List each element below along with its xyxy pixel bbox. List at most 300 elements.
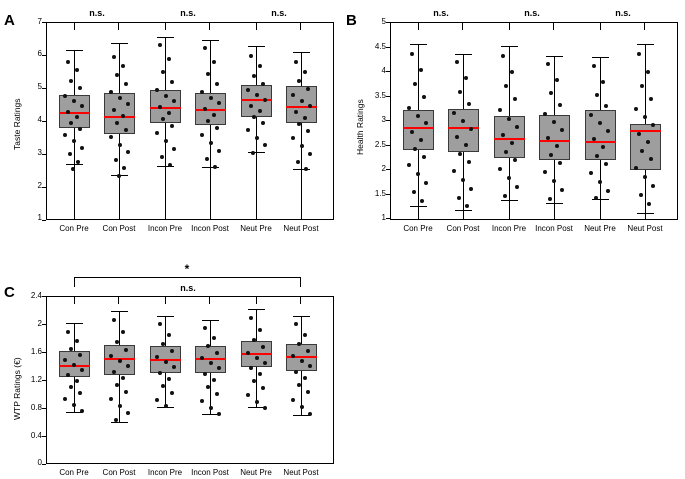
data-point — [410, 52, 414, 56]
panel-c-xtick-incon-pre: Incon Pre — [147, 468, 183, 477]
data-point — [167, 111, 171, 115]
data-point — [249, 54, 253, 58]
panel-b-median-con-pre — [403, 127, 434, 129]
panel-b-box-incon-pre — [494, 116, 525, 158]
data-point — [164, 139, 168, 143]
panel-c-xtick-incon-post: Incon Post — [191, 468, 229, 477]
panel-b-ytick-5: 5 — [381, 17, 386, 26]
data-point — [306, 390, 310, 394]
data-point — [501, 54, 505, 58]
data-point — [164, 94, 168, 98]
data-point — [255, 356, 259, 360]
panel-a-ytick-1: 1 — [37, 213, 42, 222]
panel-a-whisker-cap — [111, 43, 128, 44]
data-point — [172, 147, 176, 151]
data-point — [263, 406, 267, 410]
panel-b-whisker-cap — [410, 206, 427, 207]
data-point — [464, 143, 468, 147]
panel-b-xtick-con-pre: Con Pre — [403, 224, 433, 233]
data-point — [155, 398, 159, 402]
data-point — [78, 353, 82, 357]
panel-c-ytick-0.8: 0.8 — [30, 403, 42, 412]
data-point — [410, 130, 414, 134]
data-point — [215, 126, 219, 130]
panel-c-ytickmark — [42, 352, 46, 353]
data-point — [212, 60, 216, 64]
data-point — [649, 157, 653, 161]
data-point — [498, 167, 502, 171]
panel-a-xtick-neut-post: Neut Post — [283, 224, 319, 233]
data-point — [513, 97, 517, 101]
data-point — [215, 82, 219, 86]
panel-b-ytick-3: 3 — [381, 115, 386, 124]
panel-c-whisker-cap — [248, 309, 265, 310]
data-point — [592, 64, 596, 68]
data-point — [308, 412, 312, 416]
data-point — [640, 149, 644, 153]
panel-b-median-neut-post — [630, 130, 661, 132]
panel-a-whisker-cap — [66, 164, 83, 165]
data-point — [66, 60, 70, 64]
data-point — [510, 70, 514, 74]
panel-b-ytickmark — [386, 120, 390, 121]
panel-b-ytickmark — [386, 218, 390, 219]
data-point — [170, 124, 174, 128]
panel-c-ytickmark — [42, 408, 46, 409]
data-point — [66, 330, 70, 334]
data-point — [308, 104, 312, 108]
data-point — [115, 383, 119, 387]
data-point — [452, 169, 456, 173]
data-point — [413, 82, 417, 86]
data-point — [217, 366, 221, 370]
data-point — [504, 150, 508, 154]
data-point — [469, 127, 473, 131]
data-point — [72, 363, 76, 367]
data-point — [124, 390, 128, 394]
data-point — [300, 144, 304, 148]
panel-a-box-neut-post — [286, 86, 317, 123]
panel-c-sig-label-ns: n.s. — [180, 283, 196, 293]
data-point — [543, 170, 547, 174]
data-point — [205, 157, 209, 161]
panel-b-ylabel: Health Ratings — [355, 99, 365, 155]
data-point — [112, 108, 116, 112]
panel-c-ytickmark — [42, 296, 46, 297]
panel-b-ytick-2.5: 2.5 — [374, 140, 386, 149]
data-point — [552, 120, 556, 124]
data-point — [126, 102, 130, 106]
data-point — [464, 76, 468, 80]
data-point — [200, 90, 204, 94]
data-point — [212, 113, 216, 117]
panel-b-ytickmark — [386, 145, 390, 146]
panel-b-ytickmark — [386, 22, 390, 23]
data-point — [294, 110, 298, 114]
data-point — [209, 141, 213, 145]
panel-b-median-con-post — [448, 127, 479, 129]
data-point — [507, 176, 511, 180]
data-point — [424, 181, 428, 185]
panel-a-ytickmark — [42, 22, 46, 23]
panel-b-sig-bar-3 — [600, 22, 645, 30]
panel-a-whisker — [210, 40, 211, 220]
data-point — [555, 78, 559, 82]
panel-b-whisker-cap — [637, 44, 654, 45]
panel-c-sig-bar-1 — [74, 296, 119, 304]
data-point — [124, 348, 128, 352]
data-point — [158, 322, 162, 326]
data-point — [424, 121, 428, 125]
data-point — [510, 141, 514, 145]
panel-b-ytickmark — [386, 194, 390, 195]
data-point — [172, 365, 176, 369]
data-point — [246, 88, 250, 92]
data-point — [115, 121, 119, 125]
data-point — [503, 194, 507, 198]
data-point — [158, 105, 162, 109]
data-point — [498, 108, 502, 112]
data-point — [647, 202, 651, 206]
data-point — [206, 72, 210, 76]
panel-a-median-neut-pre — [241, 99, 272, 101]
data-point — [215, 351, 219, 355]
data-point — [606, 129, 610, 133]
data-point — [461, 178, 465, 182]
data-point — [548, 197, 552, 201]
data-point — [651, 184, 655, 188]
panel-c-xtick-neut-post: Neut Post — [283, 468, 319, 477]
panel-a-median-neut-post — [286, 106, 317, 108]
panel-a-xtick-incon-pre: Incon Pre — [147, 224, 183, 233]
panel-a-median-con-post — [104, 116, 135, 118]
data-point — [294, 370, 298, 374]
data-point — [407, 163, 411, 167]
data-point — [643, 175, 647, 179]
data-point — [543, 112, 547, 116]
data-point — [161, 384, 165, 388]
panel-c-whisker-cap — [202, 320, 219, 321]
data-point — [416, 114, 420, 118]
data-point — [209, 406, 213, 410]
data-point — [112, 318, 116, 322]
data-point — [595, 154, 599, 158]
panel-c-whisker-cap — [66, 323, 83, 324]
data-point — [249, 104, 253, 108]
data-point — [300, 405, 304, 409]
data-point — [69, 121, 73, 125]
data-point — [203, 372, 207, 376]
panel-c-ylabel: WTP Ratings (€) — [12, 357, 22, 420]
panel-b-whisker-cap — [637, 213, 654, 214]
panel-b-whisker-cap — [410, 44, 427, 45]
panel-a-ytick-2: 2 — [37, 181, 42, 190]
panel-b-median-incon-pre — [494, 138, 525, 140]
panel-c-whisker-cap — [111, 422, 128, 423]
data-point — [80, 368, 84, 372]
data-point — [592, 137, 596, 141]
panel-c-ytickmark — [42, 324, 46, 325]
data-point — [126, 364, 130, 368]
data-point — [170, 80, 174, 84]
panel-b-ytick-4.5: 4.5 — [374, 42, 386, 51]
data-point — [258, 109, 262, 113]
data-point — [155, 355, 159, 359]
data-point — [217, 149, 221, 153]
data-point — [646, 70, 650, 74]
panel-a-sig-label-3: n.s. — [271, 8, 287, 18]
data-point — [422, 95, 426, 99]
data-point — [78, 391, 82, 395]
data-point — [300, 359, 304, 363]
data-point — [308, 364, 312, 368]
panel-a-sig-bar-2 — [165, 22, 210, 30]
data-point — [649, 97, 653, 101]
data-point — [122, 166, 126, 170]
panel-c-plot — [46, 296, 334, 464]
panel-c-whisker-cap — [293, 316, 310, 317]
panel-b-whisker-cap — [455, 210, 472, 211]
data-point — [68, 152, 72, 156]
data-point — [126, 411, 130, 415]
data-point — [251, 151, 255, 155]
data-point — [308, 152, 312, 156]
data-point — [118, 404, 122, 408]
data-point — [63, 397, 67, 401]
panel-a-whisker — [165, 37, 166, 220]
data-point — [121, 114, 125, 118]
data-point — [515, 125, 519, 129]
panel-b-xtick-incon-pre: Incon Pre — [491, 224, 527, 233]
data-point — [72, 139, 76, 143]
data-point — [558, 103, 562, 107]
data-point — [552, 179, 556, 183]
panel-c-whisker-cap — [157, 316, 174, 317]
panel-a-whisker-cap — [66, 50, 83, 51]
data-point — [69, 347, 73, 351]
data-point — [212, 378, 216, 382]
data-point — [109, 135, 113, 139]
data-point — [121, 64, 125, 68]
data-point — [76, 160, 80, 164]
panel-a-sig-bar-3 — [256, 22, 301, 30]
panel-a-whisker-cap — [202, 40, 219, 41]
panel-b-ytickmark — [386, 96, 390, 97]
panel-a-sig-bar-1 — [74, 22, 119, 30]
data-point — [217, 412, 221, 416]
panel-a-ytick-5: 5 — [37, 82, 42, 91]
data-point — [560, 188, 564, 192]
data-point — [69, 79, 73, 83]
data-point — [252, 379, 256, 383]
data-point — [263, 361, 267, 365]
panel-c-sig-bar-3 — [256, 296, 301, 304]
data-point — [419, 68, 423, 72]
data-point — [167, 333, 171, 337]
data-point — [304, 167, 308, 171]
data-point — [458, 152, 462, 156]
data-point — [258, 64, 262, 68]
data-point — [297, 383, 301, 387]
data-point — [66, 373, 70, 377]
data-point — [634, 166, 638, 170]
data-point — [255, 93, 259, 97]
data-point — [200, 356, 204, 360]
data-point — [206, 385, 210, 389]
panel-b-whisker-cap — [455, 54, 472, 55]
data-point — [303, 376, 307, 380]
data-point — [558, 161, 562, 165]
data-point — [261, 121, 265, 125]
panel-c-xtick-con-post: Con Post — [102, 468, 136, 477]
data-point — [203, 46, 207, 50]
data-point — [155, 131, 159, 135]
panel-c-ytick-1.6: 1.6 — [30, 347, 42, 356]
panel-c-ytick-2.4: 2.4 — [30, 291, 42, 300]
data-point — [598, 180, 602, 184]
panel-b-xtick-neut-pre: Neut Pre — [584, 224, 616, 233]
data-point — [549, 153, 553, 157]
data-point — [513, 158, 517, 162]
panel-c-sig-label-star: * — [184, 262, 190, 276]
data-point — [255, 400, 259, 404]
data-point — [555, 144, 559, 148]
data-point — [78, 127, 82, 131]
data-point — [457, 196, 461, 200]
panel-c-whisker-cap — [111, 311, 128, 312]
data-point — [300, 99, 304, 103]
data-point — [643, 115, 647, 119]
panel-a-xtick-neut-pre: Neut Pre — [240, 224, 272, 233]
data-point — [261, 82, 265, 86]
panel-b-whisker-cap — [546, 56, 563, 57]
panel-b-whisker-cap — [501, 46, 518, 47]
data-point — [200, 133, 204, 137]
data-point — [252, 74, 256, 78]
data-point — [263, 98, 267, 102]
data-point — [69, 385, 73, 389]
data-point — [80, 409, 84, 413]
data-point — [158, 371, 162, 375]
panel-b-ytick-2: 2 — [381, 164, 386, 173]
data-point — [634, 107, 638, 111]
data-point — [297, 122, 301, 126]
panel-a-sig-label-1: n.s. — [89, 8, 105, 18]
panel-b-ytickmark — [386, 47, 390, 48]
panel-b-sig-label-2: n.s. — [524, 8, 540, 18]
data-point — [465, 204, 469, 208]
data-point — [117, 174, 121, 178]
panel-b-sig-label-3: n.s. — [615, 8, 631, 18]
data-point — [422, 155, 426, 159]
panel-a-whisker-cap — [293, 52, 310, 53]
panel-a-ytickmark — [42, 88, 46, 89]
panel-c-sig-bar-2 — [165, 296, 210, 304]
data-point — [109, 354, 113, 358]
panel-b-ytick-1.5: 1.5 — [374, 189, 386, 198]
data-point — [80, 104, 84, 108]
data-point — [294, 60, 298, 64]
data-point — [121, 330, 125, 334]
data-point — [291, 398, 295, 402]
data-point — [80, 146, 84, 150]
data-point — [203, 107, 207, 111]
data-point — [258, 328, 262, 332]
data-point — [124, 82, 128, 86]
data-point — [206, 344, 210, 348]
data-point — [412, 190, 416, 194]
data-point — [291, 354, 295, 358]
data-point — [255, 136, 259, 140]
data-point — [303, 116, 307, 120]
data-point — [63, 94, 67, 98]
data-point — [263, 143, 267, 147]
data-point — [158, 43, 162, 47]
data-point — [112, 55, 116, 59]
data-point — [75, 339, 79, 343]
panel-a-ytickmark — [42, 121, 46, 122]
panel-c-ytickmark — [42, 436, 46, 437]
panel-b-whisker-cap — [546, 203, 563, 204]
panel-a-median-incon-post — [195, 109, 226, 111]
data-point — [504, 84, 508, 88]
data-point — [297, 79, 301, 83]
panel-c-ytick-1.2: 1.2 — [30, 375, 42, 384]
data-point — [63, 358, 67, 362]
panel-c-xtick-neut-pre: Neut Pre — [240, 468, 272, 477]
data-point — [170, 391, 174, 395]
data-point — [416, 172, 420, 176]
data-point — [213, 165, 217, 169]
panel-letter-a: A — [4, 12, 15, 29]
data-point — [170, 349, 174, 353]
data-point — [291, 136, 295, 140]
panel-a-ylabel: Taste Ratings — [12, 98, 22, 150]
data-point — [546, 136, 550, 140]
data-point — [75, 68, 79, 72]
data-point — [461, 119, 465, 123]
data-point — [72, 99, 76, 103]
data-point — [303, 70, 307, 74]
panel-b-xtick-incon-post: Incon Post — [535, 224, 573, 233]
panel-c-xtick-con-pre: Con Pre — [59, 468, 89, 477]
panel-c-ytick-2: 2 — [37, 319, 42, 328]
data-point — [595, 93, 599, 97]
panel-c-ytickmark — [42, 380, 46, 381]
data-point — [114, 418, 118, 422]
panel-a-whisker — [256, 46, 257, 220]
data-point — [420, 199, 424, 203]
data-point — [75, 115, 79, 119]
data-point — [167, 377, 171, 381]
panel-a-ytick-6: 6 — [37, 49, 42, 58]
data-point — [126, 150, 130, 154]
data-point — [78, 86, 82, 90]
data-point — [246, 393, 250, 397]
data-point — [606, 189, 610, 193]
data-point — [458, 90, 462, 94]
data-point — [604, 104, 608, 108]
data-point — [206, 119, 210, 123]
data-point — [209, 361, 213, 365]
data-point — [452, 111, 456, 115]
data-point — [71, 167, 75, 171]
panel-a-ytick-3: 3 — [37, 148, 42, 157]
panel-b-ytick-3.5: 3.5 — [374, 91, 386, 100]
data-point — [501, 133, 505, 137]
data-point — [200, 399, 204, 403]
data-point — [212, 336, 216, 340]
